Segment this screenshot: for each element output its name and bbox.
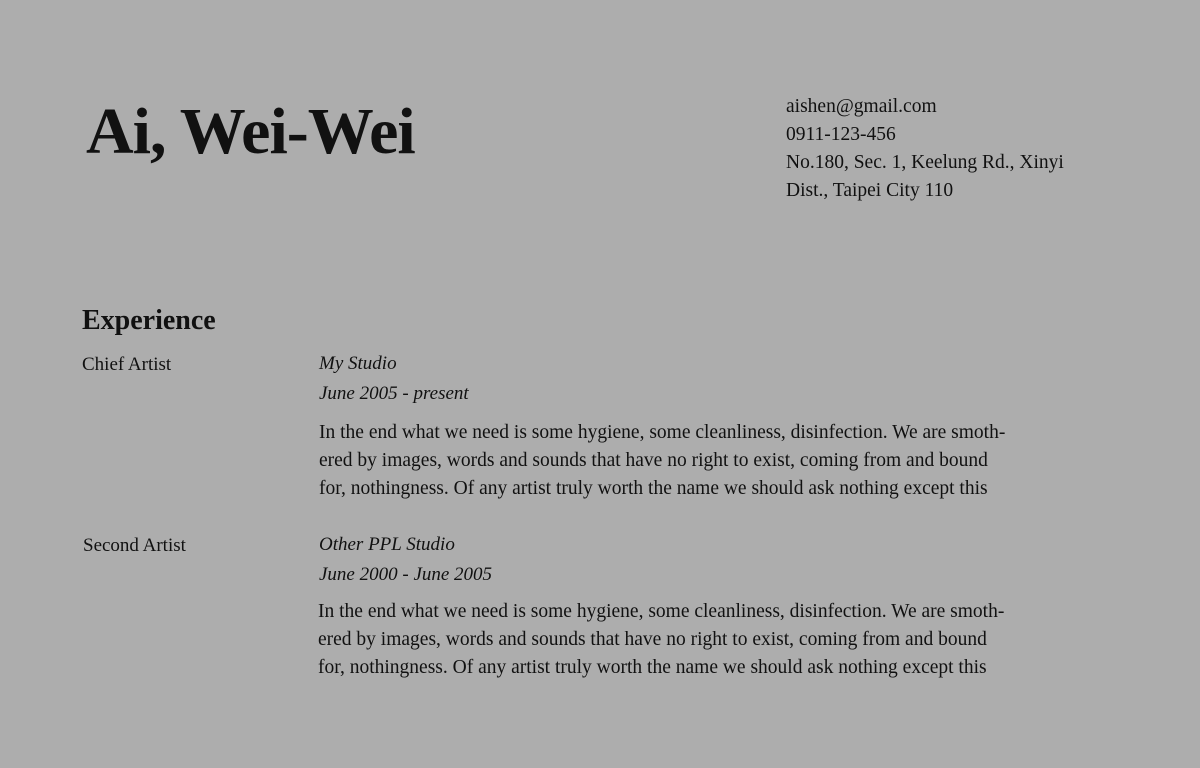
job-description-line: for, nothingness. Of any artist truly worth the name we should ask nothing except this — [318, 657, 987, 678]
contact-email: aishen@gmail.com — [786, 96, 937, 117]
job-description-line: ered by images, words and sounds that have no right to exist, coming from and bound — [318, 629, 987, 650]
job-description — [318, 598, 1004, 682]
job-role: Second Artist — [83, 535, 186, 556]
contact-address-line-2: Dist., Taipei City 110 — [786, 180, 954, 201]
job-company: My Studio — [319, 353, 397, 374]
job-dates: June 2005 - present — [319, 383, 469, 404]
contact-address-line-1: No.180, Sec. 1, Keelung Rd., Xinyi — [786, 152, 1064, 173]
job-description-line: for, nothingness. Of any artist truly worth the name we should ask nothing except this — [319, 478, 988, 499]
job-role: Chief Artist — [82, 354, 172, 375]
contact-info — [786, 93, 1086, 205]
job-description-line: In the end what we need is some hygiene, some cleanliness, disinfection. We are smoth- — [319, 422, 1006, 443]
job-company: Other PPL Studio — [319, 534, 455, 555]
job-description-line: In the end what we need is some hygiene, some cleanliness, disinfection. We are smoth- — [318, 601, 1005, 622]
job-dates: June 2000 - June 2005 — [319, 564, 493, 585]
job-description-line: ered by images, words and sounds that have no right to exist, coming from and bound — [319, 450, 988, 471]
experience-heading: Experience — [82, 305, 216, 336]
job-description — [319, 419, 1005, 503]
contact-phone: 0911-123-456 — [786, 124, 896, 145]
resume-name: Ai, Wei-Wei — [86, 95, 415, 168]
